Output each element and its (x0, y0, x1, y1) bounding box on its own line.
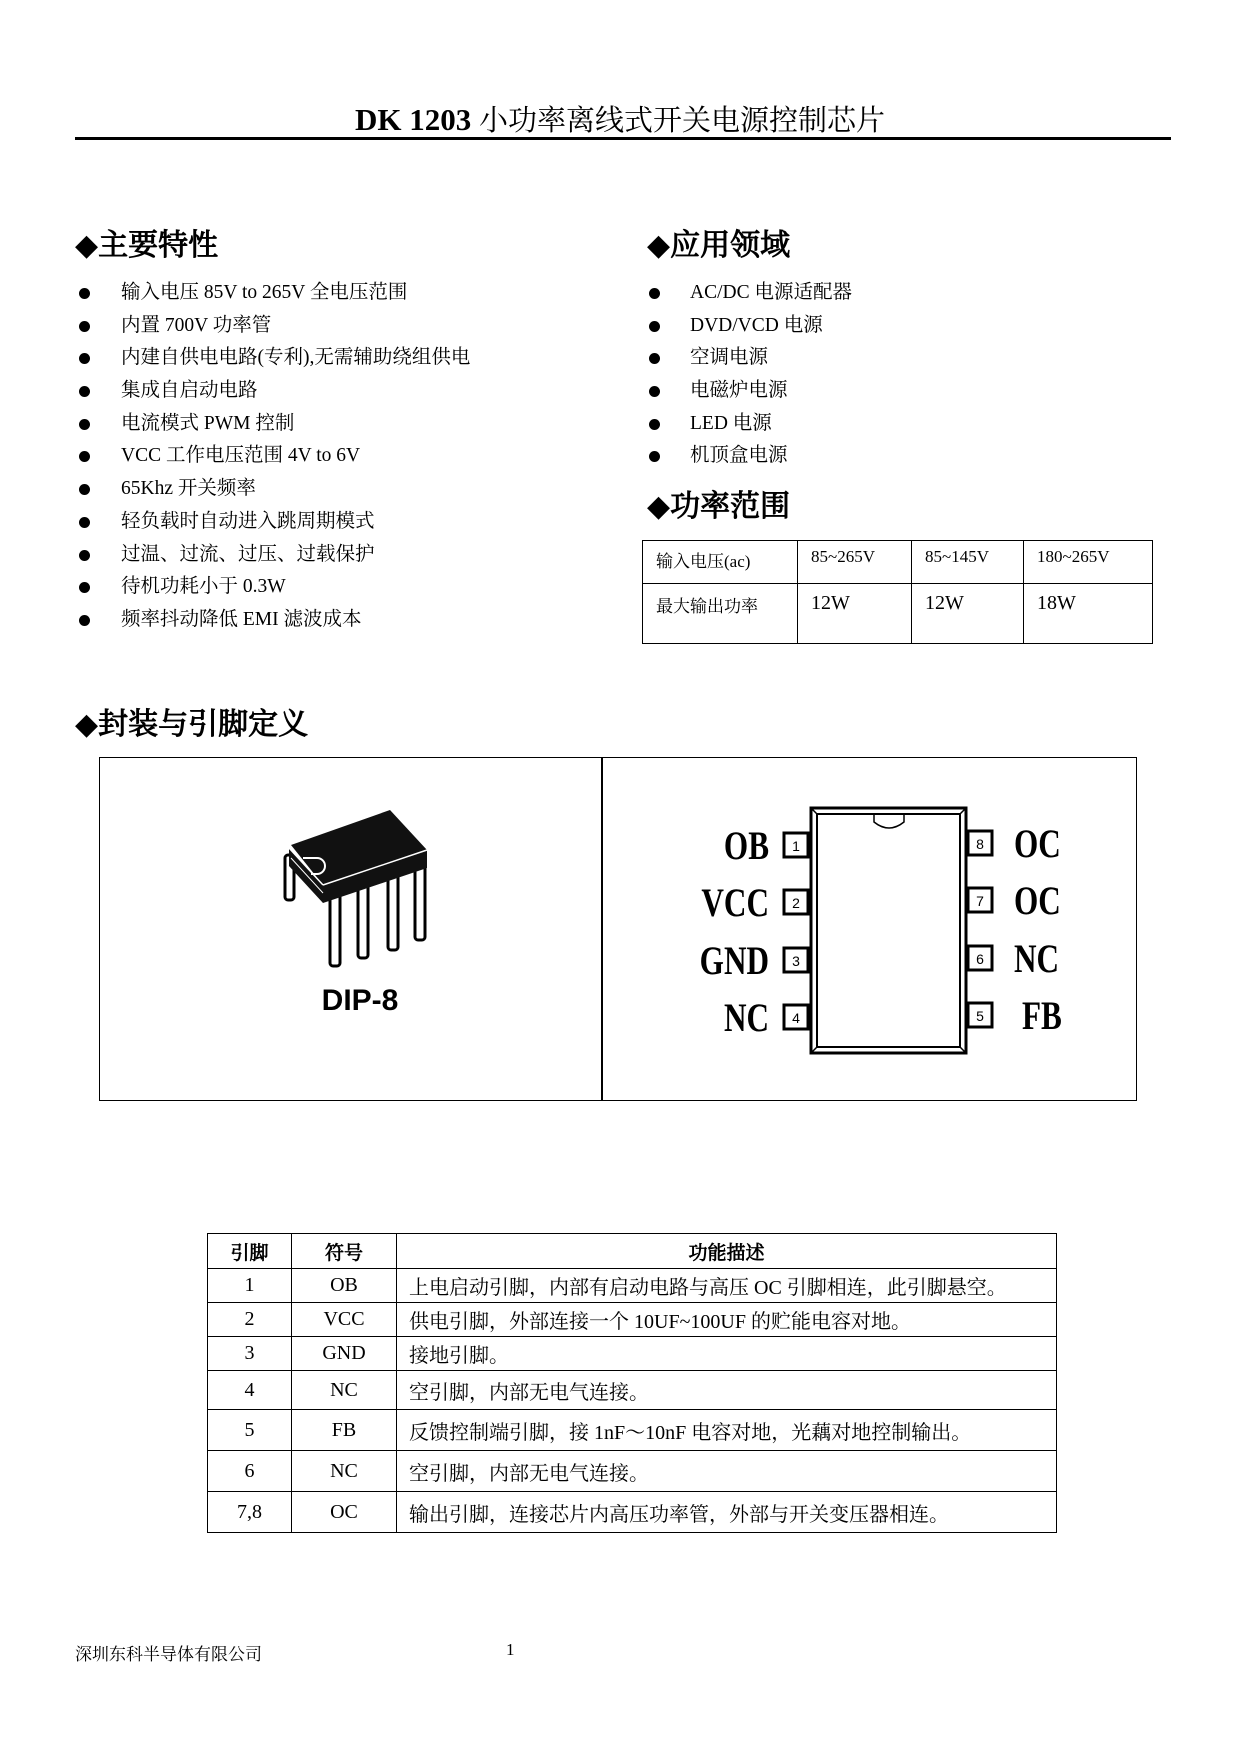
power-cell: 12W (912, 584, 1024, 644)
pin-symbol-cell: OC (292, 1492, 397, 1533)
pin-symbol-cell: FB (292, 1410, 397, 1451)
list-item-text: 内置 700V 功率管 (121, 314, 272, 336)
pin-symbol-cell: NC (292, 1371, 397, 1410)
power-cell: 12W (798, 584, 912, 644)
pin-table-header (208, 1234, 1057, 1269)
pin-description-cell: 输出引脚，连接芯片内高压功率管，外部与开关变压器相连。 (397, 1492, 1057, 1533)
pin-symbol-cell: VCC (292, 1303, 397, 1337)
list-item-text: LED 电源 (690, 412, 772, 434)
pin-label: NC (723, 995, 769, 1040)
pin-number-cell: 3 (208, 1337, 292, 1371)
pin-symbol-cell: GND (292, 1337, 397, 1371)
footer-company: 深圳东科半导体有限公司 (75, 1645, 262, 1664)
header-symbol: 符号 (292, 1234, 397, 1269)
chip-leg (415, 860, 425, 940)
pin-label: VCC (701, 880, 769, 925)
table-row (208, 1451, 1057, 1492)
list-item-text: 空调电源 (690, 347, 769, 369)
table-row (208, 1337, 1057, 1371)
pin-number-cell: 7,8 (208, 1492, 292, 1533)
power-cell: 输入电压(ac) (643, 541, 798, 584)
pin-label: FB (1022, 993, 1062, 1038)
list-item-text: 电磁炉电源 (690, 380, 788, 402)
package-label: DIP-8 (321, 984, 399, 1017)
list-item-text: 频率抖动降低 EMI 滤波成本 (121, 608, 362, 630)
pin-label: NC (1013, 936, 1060, 981)
pin-label: OC (1013, 878, 1061, 923)
pin-description-cell: 空引脚，内部无电气连接。 (397, 1371, 1057, 1410)
pin-description-cell: 反馈控制端引脚，接 1nF～10nF 电容对地，光藕对地控制输出。 (397, 1410, 1057, 1451)
pin-number: 3 (792, 953, 800, 969)
dip8-chip-image (285, 810, 427, 966)
pin-description-cell: 接地引脚。 (397, 1337, 1057, 1371)
table-row (208, 1371, 1057, 1410)
pin-number-cell: 5 (208, 1410, 292, 1451)
header-description: 功能描述 (397, 1234, 1057, 1269)
power-cell: 85~265V (798, 541, 912, 584)
list-item-text: VCC 工作电压范围 4V to 6V (121, 445, 361, 467)
power-cell: 18W (1024, 584, 1153, 644)
pin-number: 5 (976, 1008, 984, 1024)
pin-label: OC (1013, 821, 1061, 866)
list-item-text: 内建自供电电路(专利),无需辅助绕组供电 (121, 347, 471, 369)
pin-number-cell: 4 (208, 1371, 292, 1410)
table-row (208, 1303, 1057, 1337)
features-heading: ◆主要特性 (75, 228, 219, 263)
pin-number: 7 (976, 893, 984, 909)
list-item-text: 机顶盒电源 (690, 445, 788, 467)
list-item-text: 集成自启动电路 (121, 380, 258, 402)
list-item-text: 65Khz 开关频率 (121, 478, 256, 500)
pin-number: 6 (976, 951, 984, 967)
pin-symbol-cell: OB (292, 1269, 397, 1303)
list-item-text: AC/DC 电源适配器 (690, 282, 852, 303)
applications-heading: ◆应用领域 (647, 228, 791, 263)
pin-number-cell: 6 (208, 1451, 292, 1492)
pin-number: 4 (792, 1010, 800, 1026)
pin-description-cell: 空引脚，内部无电气连接。 (397, 1451, 1057, 1492)
header-pin: 引脚 (208, 1234, 292, 1269)
table-row (208, 1492, 1057, 1533)
title-model: DK 1203 (354, 102, 472, 137)
page-number: 1 (506, 1640, 515, 1659)
table-row (208, 1269, 1057, 1303)
pin-number: 8 (976, 836, 984, 852)
pin-function-table (207, 1233, 1057, 1533)
pin-number-cell: 2 (208, 1303, 292, 1337)
list-item-text: 待机功耗小于 0.3W (121, 576, 286, 598)
package-heading: ◆封装与引脚定义 (75, 707, 309, 742)
title-description: 小功率离线式开关电源控制芯片 (478, 103, 885, 137)
chip-body-outline (811, 808, 966, 1053)
list-item-text: DVD/VCD 电源 (690, 314, 823, 336)
table-row (208, 1410, 1057, 1451)
list-item-text: 轻负载时自动进入跳周期模式 (121, 510, 375, 532)
pin-label: GND (699, 938, 769, 983)
power-cell: 85~145V (912, 541, 1024, 584)
list-item-text: 电流模式 PWM 控制 (121, 412, 295, 434)
pin-number: 2 (792, 895, 800, 911)
pin-number-cell: 1 (208, 1269, 292, 1303)
pin-symbol-cell: NC (292, 1451, 397, 1492)
pin-number: 1 (792, 838, 800, 854)
pin-description-cell: 供电引脚，外部连接一个 10UF~100UF 的贮能电容对地。 (397, 1303, 1057, 1337)
power-cell: 最大输出功率 (643, 584, 798, 644)
pin-label: OB (723, 823, 769, 868)
chip-leg (388, 870, 398, 950)
list-item-text: 过温、过流、过压、过载保护 (121, 543, 375, 565)
pin-description-cell: 上电启动引脚，内部有启动电路与高压 OC 引脚相连，此引脚悬空。 (397, 1269, 1057, 1303)
pinout-diagram (700, 808, 1062, 1053)
power-cell: 180~265V (1024, 541, 1153, 584)
power-range-heading: ◆功率范围 (647, 489, 791, 524)
list-item-text: 输入电压 85V to 265V 全电压范围 (121, 282, 408, 303)
